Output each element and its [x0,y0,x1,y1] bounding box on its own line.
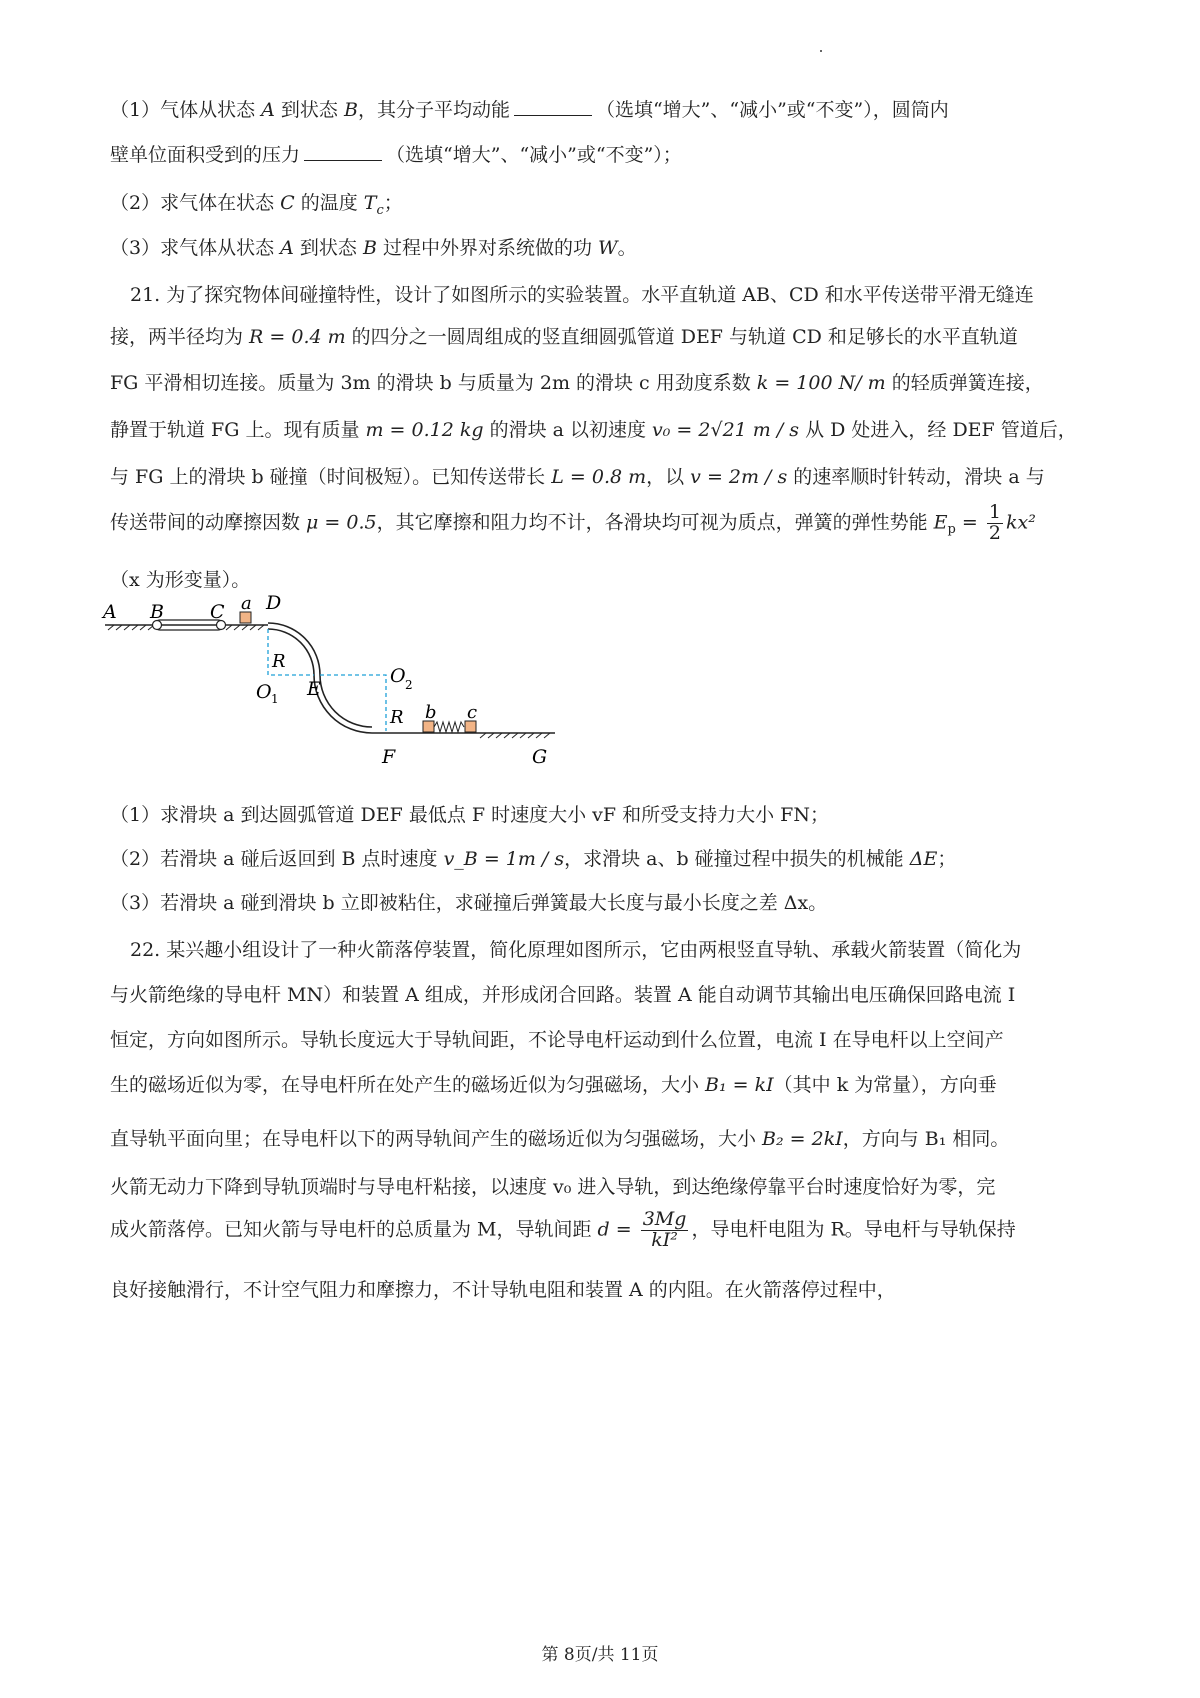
q22-line5: 直导轨平面向里；在导电杆以下的两导轨间产生的磁场近似为匀强磁场，大小 B₂ = 2kI，方向与 B₁ 相同。 [110,1128,1010,1150]
q22-line2: 与火箭绝缘的导电杆 MN）和装置 A 组成，并形成闭合回路。装置 A 能自动调节其输出电压确保回路电流 I [110,984,1016,1006]
spring [434,722,464,732]
q20-part1-line1: （1）气体从状态 A 到状态 B，其分子平均动能 （选填“增大”、“减小”或“不变”），圆筒内 [110,99,949,121]
label-B: B [150,601,164,623]
label-F: F [382,746,396,768]
label-O2-sub: 2 [405,678,413,692]
q22-line7: 成火箭落停。已知火箭与导电杆的总质量为 M，导轨间距 d = $\frac{3Mg}{\text{kI²}}$ ，导电杆电阻为 R。导电杆与导轨保持 [110,1208,1016,1251]
q21-sub3: （3）若滑块 a 碰到滑块 b 立即被粘住，求碰撞后弹簧最大长度与最小长度之差 Δx。 [110,892,828,914]
q21-line7: （x 为形变量）。 [110,569,251,591]
q22-line8: 良好接触滑行，不计空气阻力和摩擦力，不计导轨电阻和装置 A 的内阻。在火箭落停过程中， [110,1279,896,1301]
speck [820,50,822,52]
page-footer: 第 8页/共 11页 [541,1645,659,1665]
q22-line4: 生的磁场近似为零，在导电杆所在处产生的磁场近似为匀强磁场，大小 B₁ = kI（其中 k 为常量），方向垂 [110,1074,997,1096]
fraction-d: $\frac{3Mg}{\text{kI²}}$ [642,1208,687,1251]
q20-part2: （2）求气体在状态 C 的温度 $T_c$； [110,192,403,218]
dashed-radius-2 [320,675,386,731]
label-R2: R [390,707,404,728]
label-D: D [266,592,282,614]
q21-sub2: （2）若滑块 a 碰后返回到 B 点时速度 v_B = 1m / s，求滑块 a、b 碰撞过程中损失的机械能 ΔE； [110,848,957,870]
label-c: c [467,702,478,723]
q21-line1: 21. 为了探究物体间碰撞特性，设计了如图所示的实验装置。水平直轨道 AB、CD 和水平传送带平滑无缝连 [130,284,1034,306]
track-diagram [100,585,570,775]
answer-blank [304,144,382,161]
q20-part3: （3）求气体从状态 A 到状态 B 过程中外界对系统做的功 W。 [110,237,637,259]
label-C: C [210,601,225,623]
q21-line6: 传送带间的动摩擦因数 μ = 0.5，其它摩擦和阻力均不计，各滑块均可视为质点，弹簧的弹性势能 $E_p$ = $\frac{1}{2}$ kx² [110,501,1036,544]
q22-line6: 火箭无动力下降到导轨顶端时与导电杆粘接，以速度 v₀ 进入导轨，到达绝缘停靠平台时速度恰好为零，完 [110,1176,996,1198]
answer-blank [514,99,592,116]
label-a: a [241,593,252,614]
label-O1-sub: 1 [271,692,279,706]
fraction-half: $\frac{1}{2}$ [988,501,1001,544]
label-b: b [425,702,437,723]
q21-sub1: （1）求滑块 a 到达圆弧管道 DEF 最低点 F 时速度大小 vF 和所受支持力大小 FN； [110,804,829,826]
q21-line4: 静置于轨道 FG 上。现有质量 m = 0.12 kg 的滑块 a 以初速度 v₀ = 2√21 m / s 从 D 处进入，经 DEF 管道后， [110,419,1077,441]
q22-line1: 22. 某兴趣小组设计了一种火箭落停装置，简化原理如图所示，它由两根竖直导轨、承载火箭装置（简化为 [130,939,1022,961]
q21-line3: FG 平滑相切连接。质量为 3m 的滑块 b 与质量为 2m 的滑块 c 用劲度系数 k = 100 N/ m 的轻质弹簧连接， [110,372,1044,394]
q21-line5: 与 FG 上的滑块 b 碰撞（时间极短）。已知传送带长 L = 0.8 m，以 v = 2m / s 的速率顺时针转动，滑块 a 与 [110,466,1045,488]
label-O2: O [390,665,406,687]
q22-line3: 恒定，方向如图所示。导轨长度远大于导轨间距，不论导电杆运动到什么位置，电流 I 在导电杆以上空间产 [110,1029,1004,1051]
label-E: E [307,678,321,700]
label-R1: R [272,651,286,672]
q21-line2: 接，两半径均为 R = 0.4 m 的四分之一圆周组成的竖直细圆弧管道 DEF 与轨道 CD 和足够长的水平直轨道 [110,326,1018,348]
label-G: G [532,746,548,768]
q20-part1-line2: 壁单位面积受到的压力 （选填“增大”、“减小”或“不变”）； [110,144,682,166]
label-A: A [103,601,117,623]
label-O1: O [256,681,272,703]
